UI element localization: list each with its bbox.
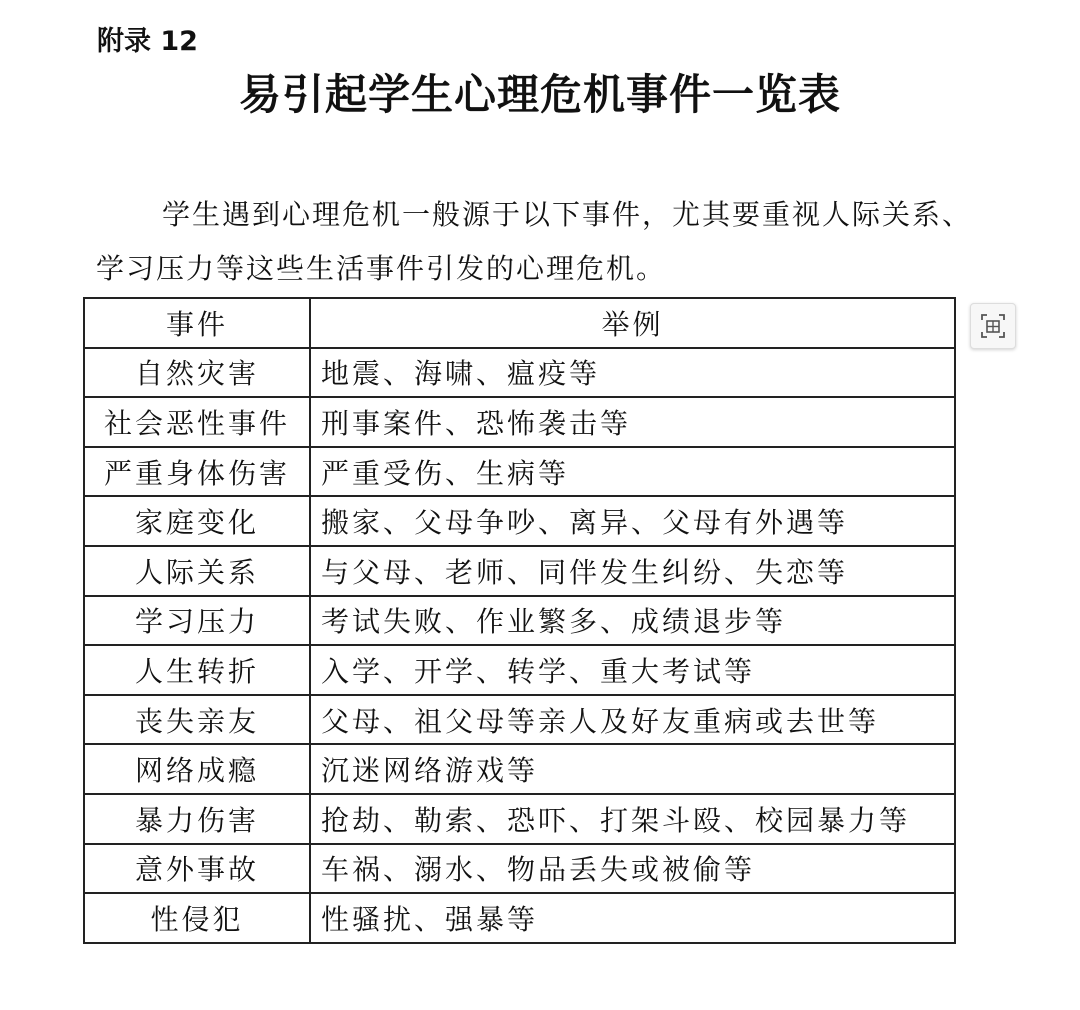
event-cell: 人生转折 bbox=[84, 645, 310, 695]
event-cell: 暴力伤害 bbox=[84, 794, 310, 844]
event-cell: 性侵犯 bbox=[84, 893, 310, 943]
column-header-example: 举例 bbox=[310, 298, 955, 348]
table-row bbox=[84, 596, 955, 646]
event-cell: 社会恶性事件 bbox=[84, 397, 310, 447]
table-row bbox=[84, 397, 955, 447]
event-cell: 自然灾害 bbox=[84, 348, 310, 398]
page-title: 易引起学生心理危机事件一览表 bbox=[238, 70, 841, 119]
example-cell: 抢劫、勒索、恐吓、打架斗殴、校园暴力等 bbox=[310, 794, 955, 844]
example-cell: 性骚扰、强暴等 bbox=[310, 893, 955, 943]
table-row bbox=[84, 893, 955, 943]
table-row bbox=[84, 794, 955, 844]
example-cell: 入学、开学、转学、重大考试等 bbox=[310, 645, 955, 695]
table-header-row bbox=[84, 298, 955, 348]
example-cell: 车祸、溺水、物品丢失或被偷等 bbox=[310, 844, 955, 894]
events-table-wrapper bbox=[83, 297, 954, 944]
table-row bbox=[84, 844, 955, 894]
example-cell: 搬家、父母争吵、离异、父母有外遇等 bbox=[310, 496, 955, 546]
event-cell: 意外事故 bbox=[84, 844, 310, 894]
table-row bbox=[84, 348, 955, 398]
table-view-button[interactable] bbox=[970, 303, 1016, 349]
event-cell: 网络成瘾 bbox=[84, 744, 310, 794]
event-cell: 严重身体伤害 bbox=[84, 447, 310, 497]
event-cell: 家庭变化 bbox=[84, 496, 310, 546]
table-view-icon bbox=[979, 312, 1007, 340]
event-cell: 学习压力 bbox=[84, 596, 310, 646]
table-row bbox=[84, 645, 955, 695]
intro-paragraph bbox=[96, 188, 1026, 296]
column-header-event: 事件 bbox=[84, 298, 310, 348]
example-cell: 地震、海啸、瘟疫等 bbox=[310, 348, 955, 398]
example-cell: 与父母、老师、同伴发生纠纷、失恋等 bbox=[310, 546, 955, 596]
intro-line-1: 学生遇到心理危机一般源于以下事件，尤其要重视人际关系、 bbox=[162, 198, 973, 231]
table-row bbox=[84, 695, 955, 745]
table-row bbox=[84, 546, 955, 596]
table-row bbox=[84, 496, 955, 546]
appendix-label: 附录 12 bbox=[97, 26, 198, 57]
event-cell: 丧失亲友 bbox=[84, 695, 310, 745]
example-cell: 沉迷网络游戏等 bbox=[310, 744, 955, 794]
events-table bbox=[83, 297, 956, 944]
intro-line-2: 学习压力等这些生活事件引发的心理危机。 bbox=[96, 252, 667, 285]
event-cell: 人际关系 bbox=[84, 546, 310, 596]
example-cell: 父母、祖父母等亲人及好友重病或去世等 bbox=[310, 695, 955, 745]
example-cell: 严重受伤、生病等 bbox=[310, 447, 955, 497]
table-row bbox=[84, 744, 955, 794]
table-row bbox=[84, 447, 955, 497]
example-cell: 考试失败、作业繁多、成绩退步等 bbox=[310, 596, 955, 646]
example-cell: 刑事案件、恐怖袭击等 bbox=[310, 397, 955, 447]
